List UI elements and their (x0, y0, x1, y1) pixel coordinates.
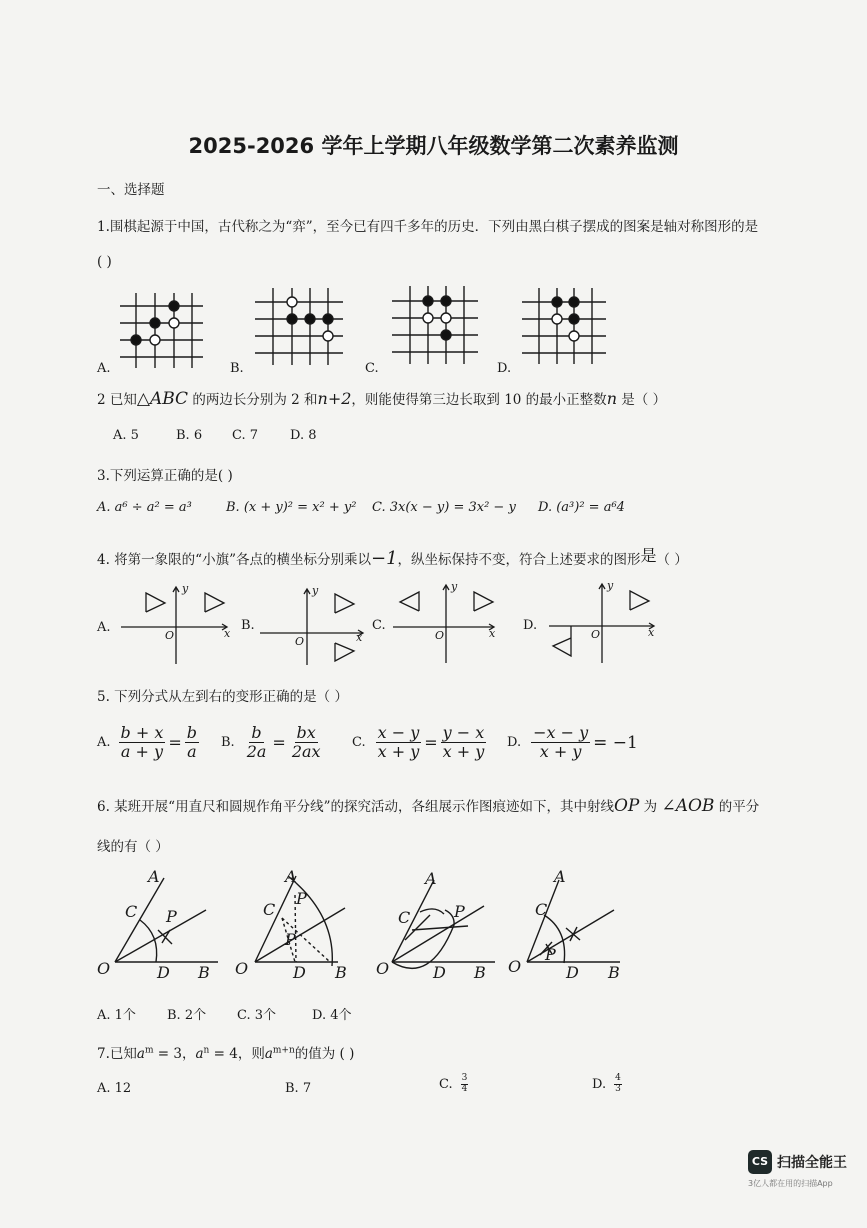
q6-option-a: A. 1个 (97, 1008, 136, 1023)
fig1-point-p: P (166, 907, 177, 926)
q3-option-d: D. (a³)² = a⁶4 (538, 500, 625, 515)
q4c-x-label: x (489, 627, 496, 640)
q4-option-b-label: B. (241, 618, 255, 633)
q7-option-a: A. 12 (97, 1081, 132, 1096)
q6-option-d: D. 4个 (312, 1008, 352, 1023)
q4-option-c-label: C. (372, 618, 386, 633)
q2-option-c: C. 7 (232, 428, 259, 443)
question-6-text-line2: 线的有（ ） (97, 839, 169, 855)
q2-option-d: D. 8 (290, 428, 317, 443)
q4d-x-label: x (648, 626, 655, 639)
q6-option-c: C. 3个 (237, 1008, 277, 1023)
fig4-point-a: A (554, 867, 566, 886)
fig4-point-d: D (566, 963, 579, 982)
q1-option-d-label: D. (497, 361, 512, 376)
question-4-text: 4. 将第一象限的“小旗”各点的横坐标分别乘以−1，纵坐标保持不变，符合上述要求的图形是（ ） (97, 546, 688, 569)
fig3-point-p: P (454, 902, 465, 921)
camscanner-logo: CS (748, 1150, 772, 1174)
q5-option-a: A. $\frac{b + x}{a + y}$ = $\frac{b}{a}$ (97, 723, 198, 762)
section-heading: 一、选择题 (97, 182, 165, 198)
q4b-x-label: x (356, 631, 363, 644)
fig3-point-o: O (376, 959, 390, 978)
q4a-y-label: y (182, 582, 189, 595)
q4b-y-label: y (312, 584, 319, 597)
fig1-point-o: O (97, 959, 111, 978)
fig4-point-b: B (608, 963, 620, 982)
fig3-point-b: B (474, 963, 486, 982)
q4-option-a-label: A. (97, 620, 111, 635)
q1-option-b-label: B. (230, 361, 244, 376)
watermark-tagline: 3亿人都在用的扫描App (748, 1179, 833, 1188)
fig4-point-p: P (545, 945, 556, 964)
q2-option-b: B. 6 (176, 428, 203, 443)
q6-option-b: B. 2个 (167, 1008, 207, 1023)
fig2-point-p-top: P (296, 889, 307, 908)
question-2-text: 2 已知△ABC 的两边长分别为 2 和n+2，则能使得第三边长取到 10 的最小正整数n 是（ ） (97, 389, 667, 409)
q3-option-a: A. a⁶ ÷ a² = a³ (97, 500, 192, 515)
q4c-origin-label: O (435, 629, 445, 642)
q4c-y-label: y (451, 580, 458, 593)
q4a-x-label: x (224, 627, 231, 640)
q3-option-c: C. 3x(x − y) = 3x² − y (372, 500, 516, 515)
q2-option-a: A. 5 (113, 428, 139, 443)
fig4-point-o: O (508, 957, 522, 976)
q4b-origin-label: O (295, 635, 305, 648)
question-7-text: 7.已知$a^m = 3$，$a^n = 4$，则$a^{m+n}$的值为 ( ) (97, 1045, 355, 1062)
question-1-paren: ( ) (97, 254, 112, 270)
question-5-text: 5. 下列分式从左到右的变形正确的是（ ） (97, 689, 348, 705)
watermark-app-name: 扫描全能王 (777, 1155, 847, 1171)
fig3-point-c: C (398, 908, 411, 927)
fig2-point-b: B (335, 963, 347, 982)
q5-option-d: D. $\frac{-x - y}{x + y}$ = −1 (507, 723, 638, 762)
fig3-point-a: A (425, 869, 437, 888)
fig1-point-a: A (148, 867, 160, 886)
page-title: 2025-2026 学年上学期八年级数学第二次素养监测 (188, 134, 679, 158)
q7-option-b: B. 7 (285, 1081, 312, 1096)
q5-option-b: B. $\frac{b}{2a}$ = $\frac{bx}{2ax}$ (221, 723, 321, 762)
q1-option-a-label: A. (97, 361, 111, 376)
fig2-point-d: D (293, 963, 306, 982)
q3-option-b: B. (x + y)² = x² + y² (226, 500, 357, 515)
fig1-point-b: B (198, 963, 210, 982)
question-6-text: 6. 某班开展“用直尺和圆规作角平分线”的探究活动，各组展示作图痕迹如下，其中射线OP 为 ∠AOB 的平分 (97, 796, 760, 816)
fig1-point-d: D (157, 963, 170, 982)
q1-option-c-label: C. (365, 361, 379, 376)
q4d-origin-label: O (591, 628, 601, 641)
fig1-point-c: C (125, 902, 138, 921)
fig2-point-o: O (235, 959, 249, 978)
fig4-point-c: C (535, 900, 548, 919)
question-3-text: 3.下列运算正确的是( ) (97, 468, 233, 484)
q4-option-d-label: D. (523, 618, 538, 633)
fig2-point-p: P (285, 930, 296, 949)
q7-option-d: D. 4 3 (592, 1073, 621, 1094)
fig3-point-d: D (433, 963, 446, 982)
q4a-origin-label: O (165, 629, 175, 642)
q4d-y-label: y (607, 579, 614, 592)
fig2-point-a: A (285, 867, 297, 886)
q7-option-c: C. 3 4 (439, 1073, 468, 1094)
q5-option-c: C. $\frac{x - y}{x + y}$ = $\frac{y - x}{x + y}$ (352, 723, 485, 762)
fig2-point-c: C (263, 900, 276, 919)
question-1-text: 1.围棋起源于中国，古代称之为“弈”，至今已有四千多年的历史．下列由黑白棋子摆成的图案是轴对称图形的是 (97, 219, 759, 235)
